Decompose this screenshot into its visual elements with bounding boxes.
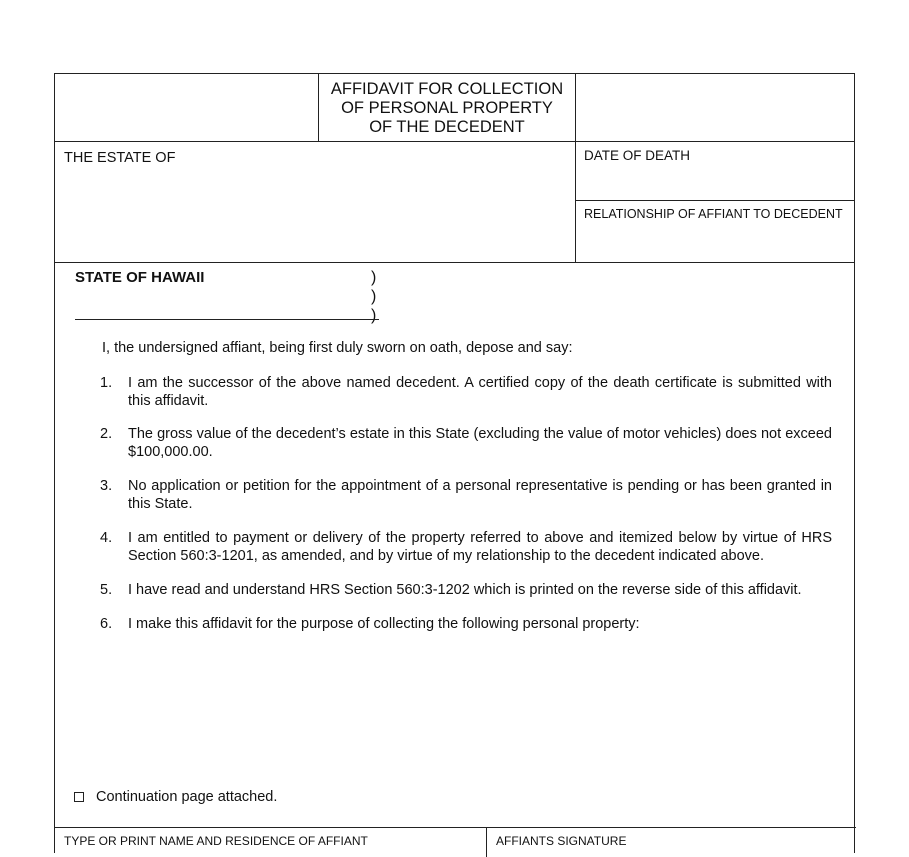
item-number: 6. <box>100 616 113 632</box>
estate-of-field[interactable] <box>55 142 576 263</box>
continuation-option[interactable] <box>74 789 277 805</box>
item-number: 4. <box>100 530 113 546</box>
list-item <box>100 616 832 634</box>
item-number: 5. <box>100 582 113 598</box>
venue-parentheses <box>371 268 381 325</box>
date-of-death-field[interactable] <box>576 142 855 201</box>
affiant-name-label: TYPE OR PRINT NAME AND RESIDENCE OF AFFIANT <box>64 834 368 848</box>
continuation-label: Continuation page attached. <box>96 789 278 805</box>
item-number: 2. <box>100 426 113 442</box>
list-item <box>100 582 832 600</box>
title-line-3: OF THE DECEDENT <box>369 118 525 136</box>
paren-3: ) <box>371 307 377 324</box>
item-number: 3. <box>100 478 113 494</box>
affiant-name-field[interactable] <box>55 827 487 857</box>
relationship-field[interactable] <box>576 201 855 263</box>
list-item <box>100 478 832 513</box>
list-item <box>100 375 832 410</box>
title-line-2: OF PERSONAL PROPERTY <box>341 99 553 117</box>
county-blank-line[interactable] <box>75 319 379 320</box>
item-text: No application or petition for the appointment of a personal representative is pending or has been granted in this State. <box>128 478 832 512</box>
header-right-cell <box>576 74 855 142</box>
item-text: I am the successor of the above named decedent. A certified copy of the death certificate is submitted with this affidavit. <box>128 375 832 409</box>
date-of-death-label: DATE OF DEATH <box>584 148 691 163</box>
intro-statement: I, the undersigned affiant, being first duly sworn on oath, depose and say: <box>102 340 573 356</box>
paren-2: ) <box>371 288 377 305</box>
affidavit-form <box>54 73 855 853</box>
header-left-cell <box>55 74 319 142</box>
affiant-signature-field[interactable] <box>487 827 626 848</box>
affiant-signature-label: AFFIANTS SIGNATURE <box>496 834 627 848</box>
list-item <box>100 426 832 461</box>
estate-of-label: THE ESTATE OF <box>64 150 176 166</box>
relationship-label: RELATIONSHIP OF AFFIANT TO DECEDENT <box>584 207 843 221</box>
item-text: The gross value of the decedent’s estate in this State (excluding the value of motor vehicles) does not exceed $100,000.00. <box>128 426 832 460</box>
state-label: STATE OF HAWAII <box>75 269 205 286</box>
item-text: I have read and understand HRS Section 560:3-1202 which is printed on the reverse side of this affidavit. <box>128 582 802 598</box>
item-number: 1. <box>100 375 113 391</box>
item-text: I am entitled to payment or delivery of the property referred to above and itemized below by virtue of HRS Section 560:3-1201, as amended, and by virtue of my relationship to the decedent indicated above. <box>128 530 832 564</box>
item-text: I make this affidavit for the purpose of collecting the following personal property: <box>128 616 640 632</box>
form-title <box>319 74 576 142</box>
continuation-checkbox[interactable] <box>74 792 84 802</box>
paren-1: ) <box>371 269 377 286</box>
list-item <box>100 530 832 565</box>
title-line-1: AFFIDAVIT FOR COLLECTION <box>330 80 564 98</box>
